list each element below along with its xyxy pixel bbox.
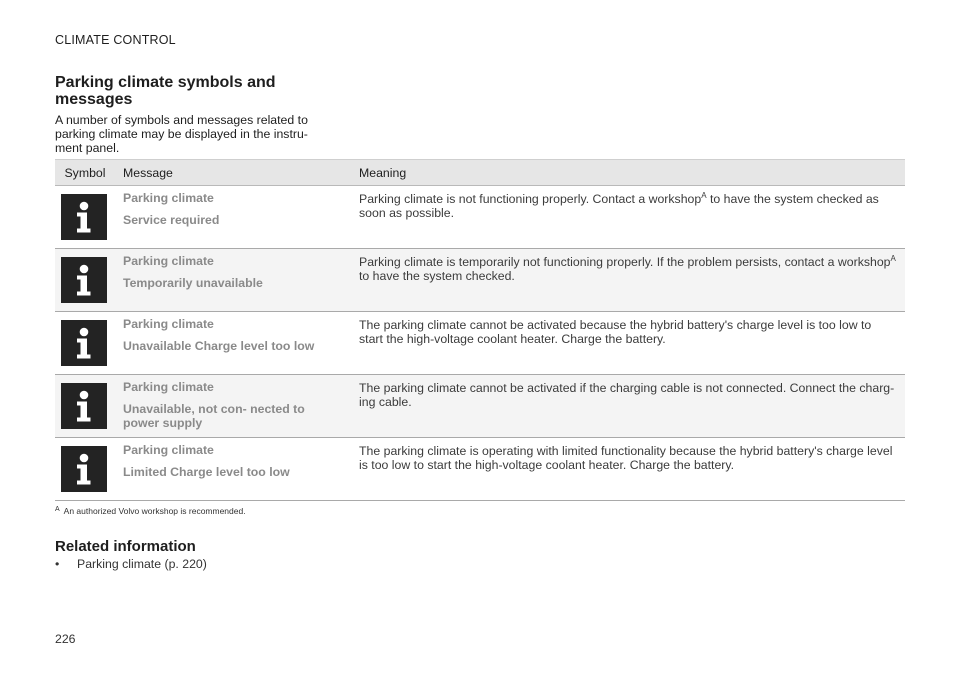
message-title: Parking climate: [123, 254, 214, 268]
meaning-text: The parking climate cannot be activated because the hybrid battery's charge level is too low to start the high-voltage coolant heater. Charge the battery.: [351, 312, 905, 375]
section-title: Parking climate symbols and messages: [55, 74, 276, 108]
info-icon: [61, 446, 107, 492]
table-row: [55, 375, 905, 438]
footnote-mark: A: [55, 506, 60, 513]
running-header: CLIMATE CONTROL: [55, 33, 176, 47]
column-header-meaning: Meaning: [351, 160, 905, 186]
footnote-text: An authorized Volvo workshop is recommended.: [63, 506, 246, 516]
info-icon: [61, 320, 107, 366]
message-text: Unavailable, not con- nected to power supply: [123, 402, 305, 430]
message-title: Parking climate: [123, 317, 214, 331]
meaning-text: Parking climate is temporarily not functioning properly. If the problem persists, contact a workshop$^A$ to have the system checked.: [351, 249, 905, 312]
info-icon: [61, 383, 107, 429]
table-row: [55, 438, 905, 501]
meaning-text: The parking climate is operating with limited functionality because the hybrid battery's charge level is too low to start the high-voltage coolant heater. Charge the battery.: [351, 438, 905, 501]
message-text: Service required: [123, 213, 220, 227]
table-footnote: [55, 506, 246, 516]
info-icon: [61, 257, 107, 303]
column-header-message: Message: [115, 160, 351, 186]
symbols-messages-table: [55, 159, 905, 501]
message-text: Temporarily unavailable: [123, 276, 263, 290]
related-information-list: [55, 557, 207, 571]
footnote-ref: A: [701, 190, 707, 200]
bullet: •: [55, 557, 60, 571]
table-row: [55, 186, 905, 249]
message-title: Parking climate: [123, 380, 214, 394]
message-title: Parking climate: [123, 191, 214, 205]
info-icon: [61, 194, 107, 240]
meaning-text: Parking climate is not functioning properly. Contact a workshop$^A$ to have the system checked as soon as possible.: [351, 186, 905, 249]
footnote-ref: A: [890, 253, 896, 263]
table-header-row: [55, 160, 905, 186]
message-text: Limited Charge level too low: [123, 465, 290, 479]
list-item[interactable]: [55, 557, 207, 571]
related-link[interactable]: Parking climate (p. 220): [77, 557, 207, 571]
meaning-text: The parking climate cannot be activated if the charging cable is not connected. Connect the charg- ing cable.: [351, 375, 905, 438]
section-intro: A number of symbols and messages related to parking climate may be displayed in the instru- ment panel.: [55, 113, 308, 155]
table-row: [55, 249, 905, 312]
table-row: [55, 312, 905, 375]
message-text: Unavailable Charge level too low: [123, 339, 315, 353]
column-header-symbol: Symbol: [55, 160, 115, 186]
page-number: 226: [55, 632, 76, 646]
message-title: Parking climate: [123, 443, 214, 457]
related-information-title: Related information: [55, 538, 196, 555]
